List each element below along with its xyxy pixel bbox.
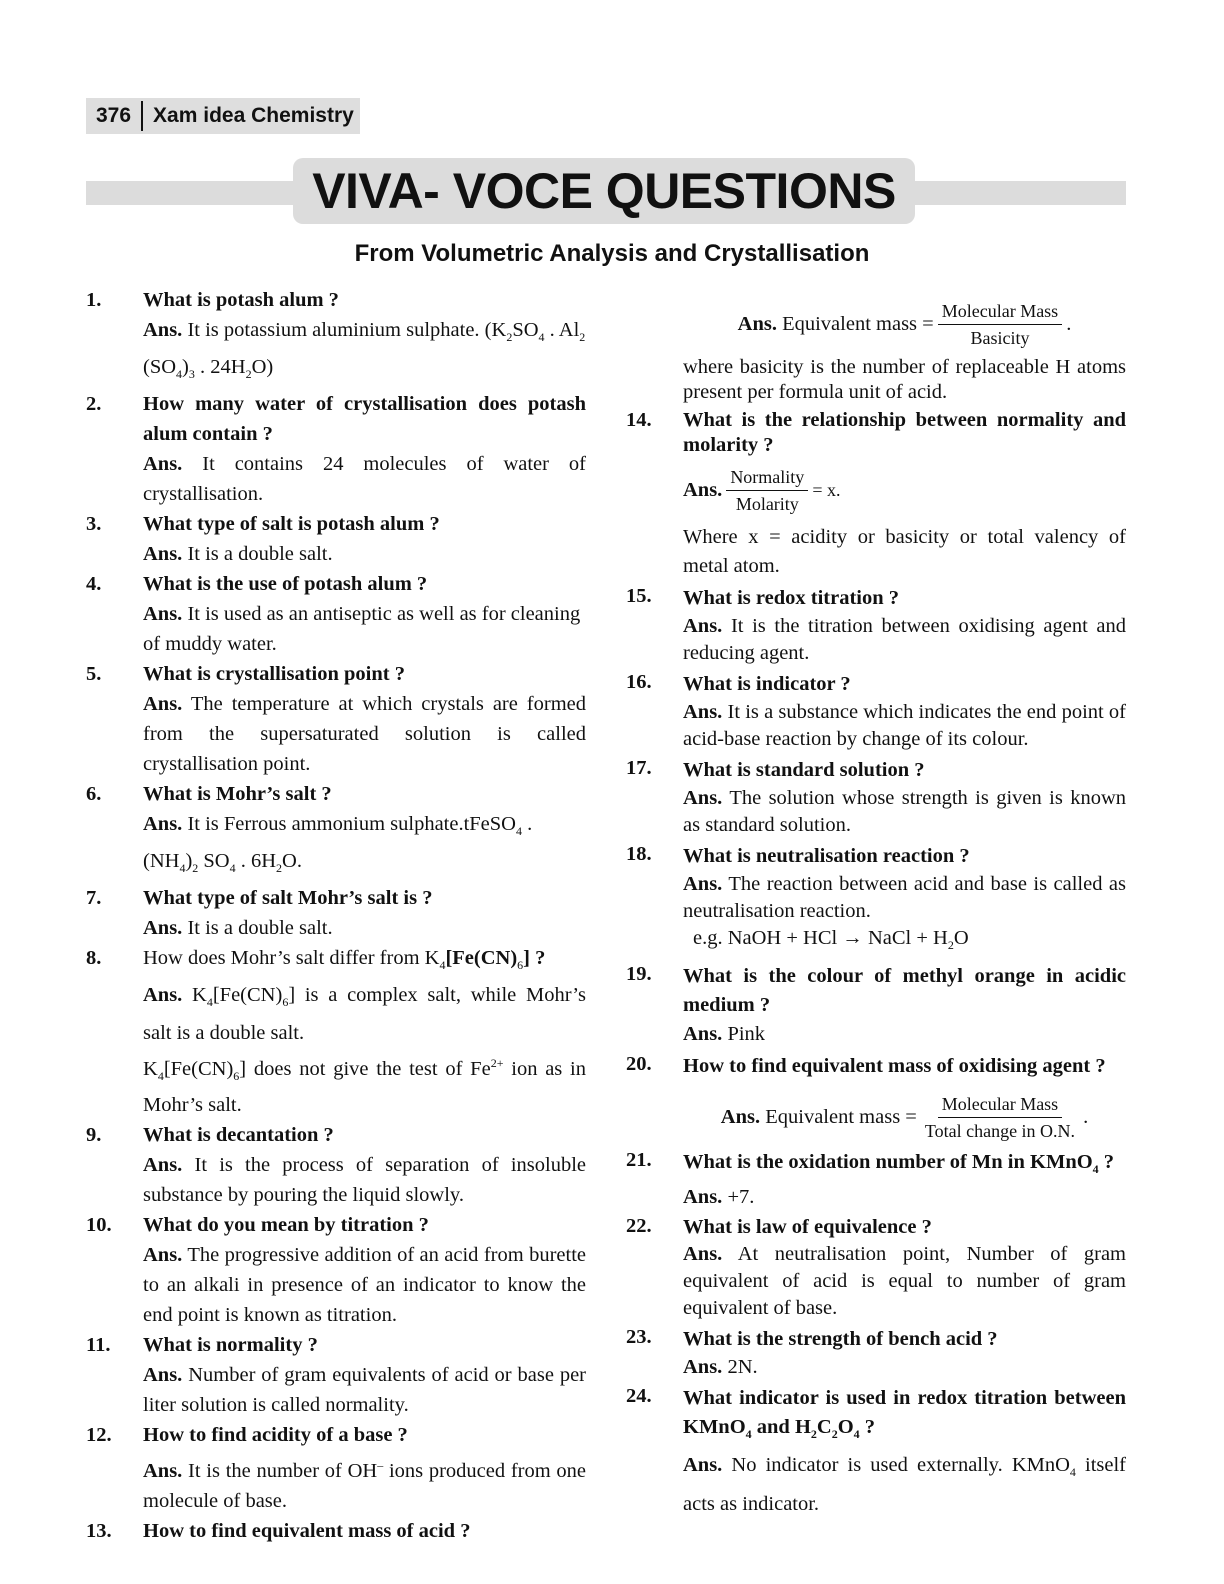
answer-text: Ans. Pink bbox=[683, 1023, 766, 1046]
question-number: 6. bbox=[86, 783, 102, 806]
answer-text: Ans. It is the titration between oxidising agent and reducing agent. bbox=[683, 615, 1127, 664]
question-19 bbox=[626, 962, 1126, 1049]
question-8 bbox=[86, 943, 586, 1120]
section-subtitle: From Volumetric Analysis and Crystallisation bbox=[354, 240, 870, 267]
question-text: What is normality ? bbox=[143, 1334, 318, 1357]
answer-text: Ans. It is the number of OH– ions produced from one molecule of base. bbox=[143, 1458, 587, 1513]
question-7 bbox=[86, 883, 586, 943]
question-number: 15. bbox=[626, 585, 652, 607]
question-number: 20. bbox=[626, 1053, 652, 1076]
running-header bbox=[86, 98, 360, 134]
question-text: What is the colour of methyl orange in acidic medium ? bbox=[683, 965, 1126, 1017]
question-number: 4. bbox=[86, 573, 102, 596]
question-text: What is indicator ? bbox=[683, 673, 851, 695]
question-text: What is crystallisation point ? bbox=[143, 663, 405, 686]
answer-text: Ans. +7. bbox=[683, 1186, 755, 1209]
question-5 bbox=[86, 659, 586, 779]
oxidising-agent-formula: Ans. Equivalent mass = $\frac{\text{Molecular Mass}}{\text{Total change in O.N.}}$ . bbox=[683, 1091, 1126, 1144]
question-10 bbox=[86, 1210, 586, 1330]
question-text: What indicator is used in redox titration between KMnO$_4$ and $H_2C_2O_4$ ? bbox=[683, 1387, 1126, 1442]
question-text: What is redox titration ? bbox=[683, 587, 900, 609]
equivalent-mass-formula: Ans. Equivalent mass = $\frac{\text{Molecular Mass}}{\text{Basicity}}$ . bbox=[683, 298, 1126, 351]
question-number: 2. bbox=[86, 393, 102, 416]
question-6 bbox=[86, 779, 586, 883]
answer-text: Ans. At neutralisation point, Number of gram equivalent of acid is equal to number of gram equivalent of base. bbox=[683, 1243, 1126, 1320]
question-text: What is law of equivalence ? bbox=[683, 1216, 932, 1239]
question-text: How many water of crystallisation does potash alum contain ? bbox=[143, 393, 586, 446]
question-number: 3. bbox=[86, 513, 102, 536]
answer-text: Ans. It is Ferrous ammonium sulphate.tFeSO$_4$ . $(NH_4)_2$ $SO_4$ . $6H_2O$. bbox=[143, 813, 533, 876]
question-16 bbox=[626, 670, 1126, 753]
question-text: What do you mean by titration ? bbox=[143, 1214, 429, 1237]
answer-text: Ans. It is a substance which indicates the end point of acid-base reaction by change of its colour. bbox=[683, 701, 1126, 750]
question-12 bbox=[86, 1420, 586, 1516]
fraction: $\frac{\text{Molecular Mass}}{\text{Total change in O.N.}}$ bbox=[921, 1091, 1079, 1144]
answer-text: Ans. The solution whose strength is given is known as standard solution. bbox=[683, 787, 1126, 836]
question-text: What is standard solution ? bbox=[683, 759, 925, 781]
question-number: 19. bbox=[626, 963, 652, 986]
answer-text: Ans. It is a double salt. bbox=[143, 543, 333, 566]
question-text: What is decantation ? bbox=[143, 1124, 334, 1147]
fraction: $\frac{\text{Molecular Mass}}{\text{Basicity}}$ bbox=[938, 298, 1062, 351]
question-number: 18. bbox=[626, 843, 652, 865]
question-23 bbox=[626, 1325, 1126, 1381]
question-text: What is neutralisation reaction ? bbox=[683, 845, 970, 867]
question-number: 9. bbox=[86, 1124, 102, 1147]
question-22 bbox=[626, 1214, 1126, 1322]
answer-text: Ans. It contains 24 molecules of water of crystallisation. bbox=[143, 453, 586, 506]
answer-text: Ans. It is a double salt. bbox=[143, 917, 333, 940]
answer-text: where basicity is the number of replaceable H atoms present per formula unit of acid. bbox=[683, 356, 1126, 403]
page-title: VIVA- VOCE QUESTIONS bbox=[293, 158, 915, 224]
question-number: 22. bbox=[626, 1215, 652, 1238]
question-13-answer bbox=[626, 298, 1126, 405]
question-text: What is potash alum ? bbox=[143, 289, 339, 311]
reaction-example: e.g. NaOH + HCl → NaCl + $H_2O$ bbox=[693, 927, 969, 953]
question-number: 5. bbox=[86, 663, 102, 686]
question-text: What type of salt Mohr’s salt is ? bbox=[143, 887, 433, 910]
question-24 bbox=[626, 1384, 1126, 1520]
answer-text: Ans. No indicator is used externally. KMnO$_4$ itself acts as indicator. bbox=[683, 1454, 1127, 1516]
question-20 bbox=[626, 1052, 1126, 1144]
answer-text: Ans. It is used as an antiseptic as well as for cleaning of muddy water. bbox=[143, 603, 581, 656]
question-number: 11. bbox=[86, 1334, 111, 1357]
answer-text: Ans. Number of gram equivalents of acid or base per liter solution is called normality. bbox=[143, 1364, 587, 1417]
question-1 bbox=[86, 285, 586, 389]
answer-note: $K_4[Fe(CN)_6]$ does not give the test of $Fe^{2+}$ ion as in Mohr’s salt. bbox=[143, 1055, 587, 1117]
question-text: What is the use of potash alum ? bbox=[143, 573, 428, 596]
question-number: 23. bbox=[626, 1326, 652, 1349]
question-text: How does Mohr’s salt differ from $K_4[Fe(CN)_6]$ ? bbox=[143, 947, 546, 973]
fraction: $\frac{\text{Normality}}{\text{Molarity}}$ bbox=[726, 464, 808, 517]
answer-text: Ans. 2N. bbox=[683, 1356, 758, 1379]
question-11 bbox=[86, 1330, 586, 1420]
question-3 bbox=[86, 509, 586, 569]
question-number: 17. bbox=[626, 757, 652, 779]
answer-text: Ans. It is the process of separation of insoluble substance by pouring the liquid slowly. bbox=[143, 1154, 587, 1207]
question-21 bbox=[626, 1148, 1126, 1211]
question-text: How to find equivalent mass of oxidising agent ? bbox=[683, 1055, 1106, 1078]
question-text: What type of salt is potash alum ? bbox=[143, 513, 440, 536]
question-text: What is Mohr’s salt ? bbox=[143, 783, 332, 806]
question-text: What is the relationship between normality and molarity ? bbox=[683, 409, 1126, 456]
question-number: 14. bbox=[626, 409, 652, 431]
question-13 bbox=[86, 1516, 586, 1546]
question-number: 21. bbox=[626, 1149, 652, 1172]
normality-formula: Ans. $\frac{\text{Normality}}{\text{Molarity}}$ = x. bbox=[683, 464, 1126, 517]
question-number: 12. bbox=[86, 1424, 112, 1447]
question-number: 8. bbox=[86, 947, 102, 970]
answer-text: Where x = acidity or basicity or total valency of metal atom. bbox=[683, 526, 1126, 577]
question-2 bbox=[86, 389, 586, 509]
answer-text: Ans. The reaction between acid and base is called as neutralisation reaction. bbox=[683, 873, 1126, 922]
right-column bbox=[626, 292, 1126, 1520]
answer-text: Ans. The progressive addition of an acid from burette to an alkali in presence of an indicator to know the end point is known as titration. bbox=[143, 1244, 586, 1327]
answer-text: Ans. The temperature at which crystals are formed from the supersaturated solution is called crystallisation point. bbox=[143, 693, 586, 776]
question-4 bbox=[86, 569, 586, 659]
book-title: Xam idea Chemistry bbox=[153, 104, 354, 127]
left-column bbox=[86, 285, 586, 1546]
question-17 bbox=[626, 756, 1126, 839]
question-number: 13. bbox=[86, 1520, 112, 1543]
question-number: 10. bbox=[86, 1214, 112, 1237]
page-number: 376 bbox=[96, 104, 132, 127]
header-divider bbox=[141, 101, 143, 131]
question-text: How to find acidity of a base ? bbox=[143, 1424, 408, 1447]
question-text: How to find equivalent mass of acid ? bbox=[143, 1520, 471, 1543]
answer-text: Ans. $K_4[Fe(CN)_6]$ is a complex salt, while Mohr’s salt is a double salt. bbox=[143, 984, 586, 1044]
question-number: 1. bbox=[86, 289, 102, 311]
question-text: What is the strength of bench acid ? bbox=[683, 1328, 998, 1351]
question-18 bbox=[626, 842, 1126, 959]
question-number: 16. bbox=[626, 671, 652, 693]
answer-text: Ans. It is potassium aluminium sulphate. ($K_2SO_4$ . $Al_2$ $(SO_4)_3$ . $24H_2O$) bbox=[143, 319, 586, 382]
question-9 bbox=[86, 1120, 586, 1210]
question-number: 24. bbox=[626, 1385, 652, 1408]
question-text: What is the oxidation number of Mn in KMnO$_4$ ? bbox=[683, 1151, 1115, 1177]
question-14 bbox=[626, 408, 1126, 581]
question-number: 7. bbox=[86, 887, 102, 910]
question-15 bbox=[626, 584, 1126, 667]
